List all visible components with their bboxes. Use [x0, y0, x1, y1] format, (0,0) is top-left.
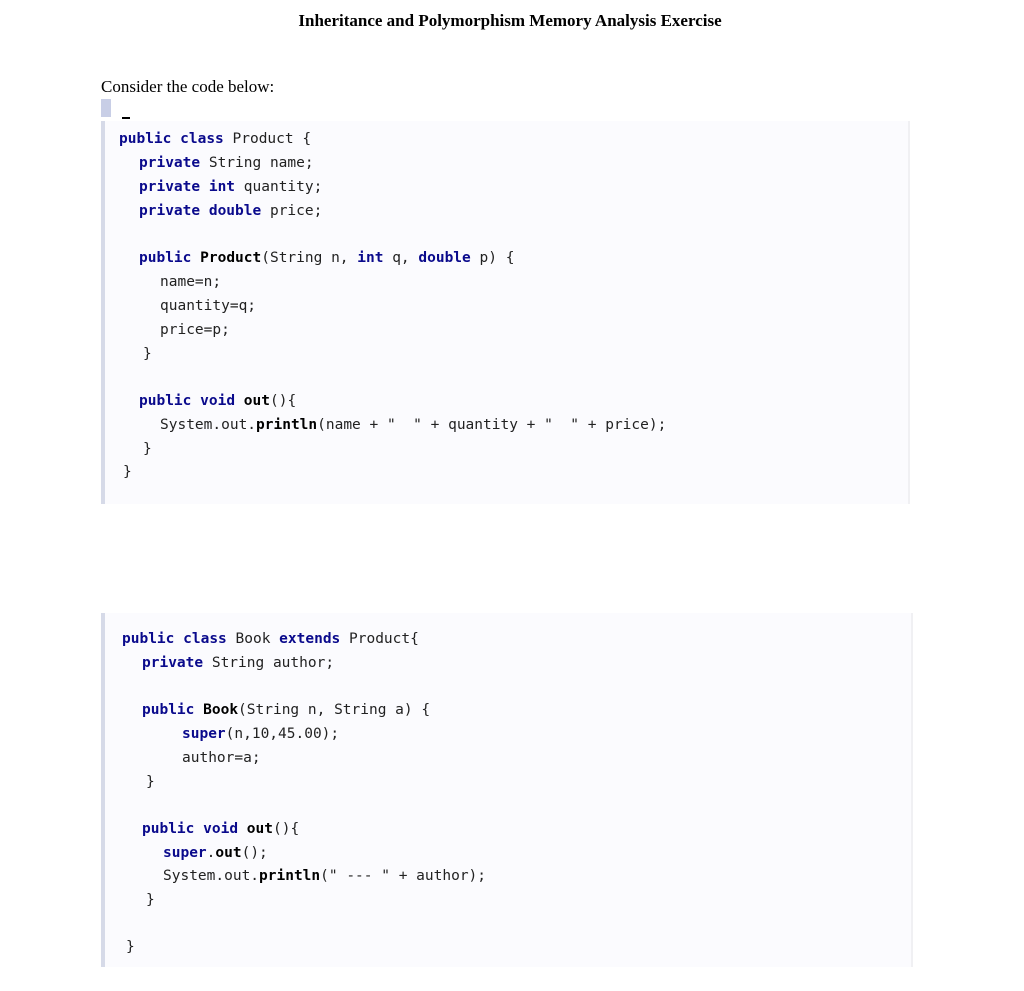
code-token: int [208, 179, 236, 195]
code-token [194, 821, 203, 837]
code-token [171, 131, 180, 147]
code-token [191, 250, 200, 266]
code-token: println [256, 417, 318, 433]
code-line [139, 179, 322, 195]
code-token: double [208, 203, 262, 219]
code-token: . [206, 845, 216, 861]
dash-mark [122, 117, 130, 119]
code-token [174, 631, 183, 647]
code-token [200, 203, 209, 219]
code-token: void [203, 821, 239, 837]
code-line [182, 726, 339, 742]
code-token: System.out. [160, 417, 257, 433]
code-token: double [418, 250, 471, 266]
code-line: quantity=q; [160, 298, 257, 314]
code-token: super [182, 726, 226, 742]
code-token: private [142, 655, 204, 671]
code-token: (name + " " + quantity + " " + price); [317, 417, 667, 433]
code-line [139, 155, 314, 171]
code-line: } [146, 892, 155, 908]
code-line: author=a; [182, 750, 261, 766]
code-token: public [119, 131, 172, 147]
code-token [200, 179, 209, 195]
code-token: public [139, 250, 192, 266]
code-line [122, 631, 419, 647]
code-token [194, 702, 203, 718]
code-line: price=p; [160, 322, 230, 338]
intro-text: Consider the code below: [101, 77, 275, 96]
code-token: p) { [470, 250, 515, 266]
code-token: (String n, [261, 250, 358, 266]
code-token [191, 393, 200, 409]
code-token: super [163, 845, 207, 861]
code-line [142, 702, 430, 718]
code-token: price; [261, 203, 323, 219]
code-token [238, 821, 247, 837]
code-token: private [139, 155, 201, 171]
code-token: (String n, String a) { [238, 702, 431, 718]
code-token: Product{ [340, 631, 419, 647]
code-line: } [143, 346, 152, 362]
code-token: quantity; [235, 179, 323, 195]
code-token: (" --- " + author); [320, 868, 487, 884]
code-token: class [183, 631, 227, 647]
code-line [163, 868, 486, 884]
code-token: Product [200, 250, 262, 266]
code-token: void [200, 393, 236, 409]
code-token: Book [203, 702, 239, 718]
code-token: private [139, 203, 201, 219]
code-line [139, 203, 322, 219]
code-block-product [101, 121, 910, 504]
code-line [142, 821, 299, 837]
code-line [119, 131, 311, 147]
code-token: int [357, 250, 384, 266]
code-token: q, [383, 250, 419, 266]
code-token: public [142, 702, 195, 718]
code-line: } [146, 774, 155, 790]
code-token: Product { [223, 131, 312, 147]
code-line [139, 250, 514, 266]
code-token: out [243, 393, 270, 409]
code-token: String name; [200, 155, 314, 171]
code-line [163, 845, 268, 861]
code-token: (){ [269, 393, 297, 409]
code-block-book [101, 613, 913, 967]
code-token: out [246, 821, 273, 837]
code-line [160, 417, 666, 433]
code-token: String author; [203, 655, 335, 671]
code-token: (){ [272, 821, 300, 837]
code-line: name=n; [160, 274, 222, 290]
code-token: println [259, 868, 321, 884]
code-token: out [215, 845, 242, 861]
code-line [139, 393, 296, 409]
code-token [235, 393, 244, 409]
code-line: } [126, 939, 135, 955]
code-line: } [123, 464, 132, 480]
code-line: } [143, 441, 152, 457]
code-token: (n,10,45.00); [225, 726, 340, 742]
code-token: public [142, 821, 195, 837]
code-token: (); [241, 845, 268, 861]
code-token: public [122, 631, 175, 647]
code-token: public [139, 393, 192, 409]
code-token: extends [279, 631, 341, 647]
code-token: Book [226, 631, 280, 647]
page-title: Inheritance and Polymorphism Memory Analysis Exercise [298, 11, 722, 30]
code-token: private [139, 179, 201, 195]
code-line [142, 655, 334, 671]
block-marker [101, 99, 111, 117]
code-token: class [180, 131, 224, 147]
code-token: System.out. [163, 868, 260, 884]
